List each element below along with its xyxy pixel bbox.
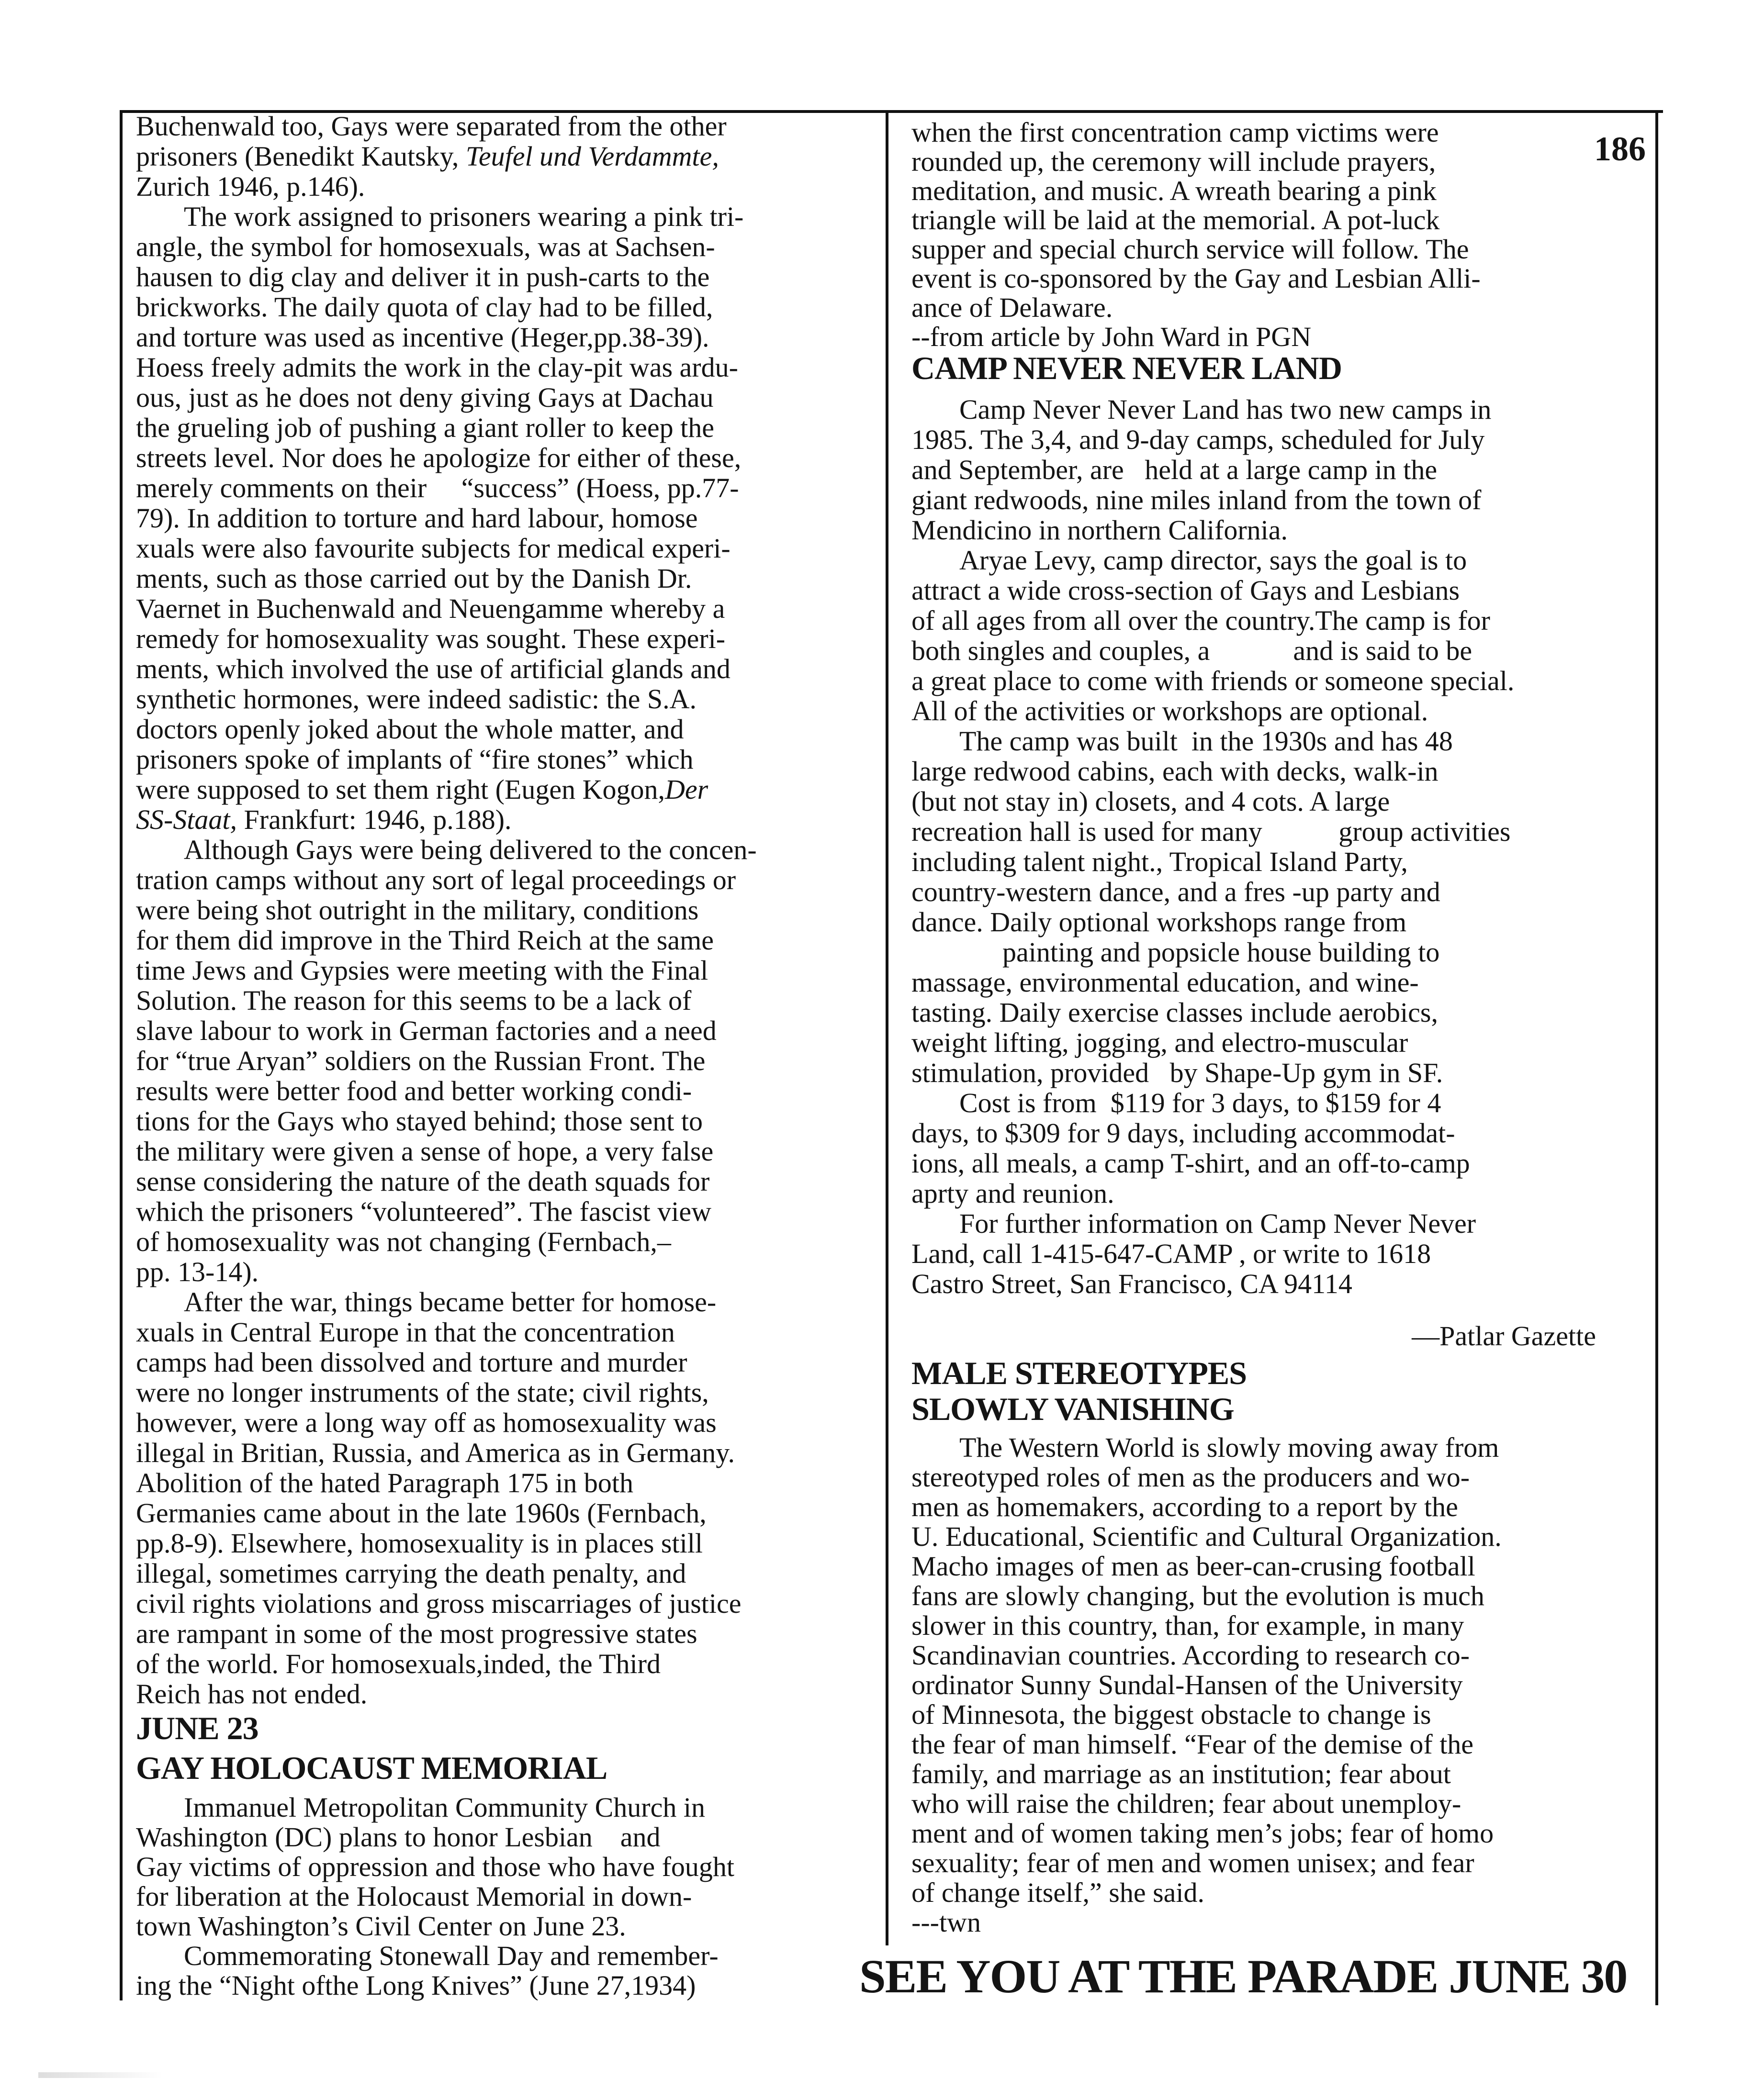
text-line: ions, all meals, a camp T-shirt, and an off-to-camp (911, 1148, 1470, 1179)
text-line: town Washington’s Civil Center on June 23. (136, 1910, 626, 1942)
memorial-article-continued (911, 118, 1481, 351)
text-line: for liberation at the Holocaust Memorial in down- (136, 1881, 692, 1912)
text-line: Solution. The reason for this seems to be a lack of (136, 985, 692, 1016)
text-line: The work assigned to prisoners wearing a pink tri- (184, 201, 744, 232)
text-line: The camp was built in the 1930s and has 48 (959, 726, 1453, 757)
text-line: After the war, things became better for homose- (184, 1286, 717, 1318)
parade-banner: SEE YOU AT THE PARADE JUNE 30 (859, 1950, 1627, 2003)
text-line: Land, call 1-415-647-CAMP , or write to 1618 (911, 1238, 1431, 1269)
text-line: Although Gays were being delivered to the concen- (184, 834, 757, 865)
text-line: results were better food and better working condi- (136, 1075, 692, 1106)
text-line: stereotyped roles of men as the producers and wo- (911, 1462, 1470, 1493)
text-line: however, were a long way off as homosexuality was (136, 1407, 717, 1438)
text-line: Buchenwald too, Gays were separated from the other (136, 111, 727, 142)
text-line: Scandinavian countries. According to research co- (911, 1640, 1470, 1671)
text-line: Immanuel Metropolitan Community Church in (184, 1792, 705, 1823)
text-line: supper and special church service will follow. The (911, 234, 1469, 265)
text-line: (but not stay in) closets, and 4 cots. A large (911, 786, 1390, 817)
text-line: 1985. The 3,4, and 9-day camps, scheduled for July (911, 424, 1485, 455)
text-line: massage, environmental education, and wine- (911, 967, 1419, 998)
text-line: tasting. Daily exercise classes include aerobics, (911, 997, 1438, 1028)
text-line: synthetic hormones, were indeed sadistic: the S.A. (136, 683, 697, 715)
text-line: of Minnesota, the biggest obstacle to change is (911, 1699, 1431, 1730)
text-line: Zurich 1946, p.146). (136, 171, 365, 202)
text-line: days, to $309 for 9 days, including accommodat- (911, 1117, 1455, 1149)
text-line: for them did improve in the Third Reich at the same (136, 925, 714, 956)
text-line: prisoners (Benedikt Kautsky, Teufel und Verdammte, (136, 141, 719, 172)
text-line: ments, which involved the use of artificial glands and (136, 653, 731, 684)
text-line: For further information on Camp Never Never (959, 1208, 1476, 1239)
memorial-article-body (136, 1793, 734, 2000)
text-line: merely comments on their “success” (Hoess, pp.77- (136, 472, 739, 503)
text-line: the military were given a sense of hope, a very false (136, 1136, 714, 1167)
text-line: including talent night., Tropical Island Party, (911, 846, 1408, 877)
text-line: Aryae Levy, camp director, says the goal is to (959, 545, 1467, 576)
text-line: of change itself,” she said. (911, 1877, 1205, 1908)
text-line: recreation hall is used for many group activities (911, 816, 1511, 847)
text-line: weight lifting, jogging, and electro-muscular (911, 1027, 1408, 1058)
text-line: for “true Aryan” soldiers on the Russian Front. The (136, 1045, 706, 1076)
text-line: Commemorating Stonewall Day and remember- (184, 1940, 719, 1971)
column-divider (886, 110, 888, 1945)
text-line: brickworks. The daily quota of clay had to be filled, (136, 291, 713, 323)
text-line: civil rights violations and gross miscarriages of justice (136, 1588, 742, 1619)
text-line: fans are slowly changing, but the evolution is much (911, 1580, 1484, 1611)
text-line: illegal in Britian, Russia, and America as in Germany. (136, 1437, 735, 1468)
text-line: family, and marriage as an institution; fear about (911, 1758, 1451, 1789)
text-line: sexuality; fear of men and women unisex; and fear (911, 1847, 1474, 1878)
stereotypes-article-body (911, 1433, 1502, 1937)
text-line: All of the activities or workshops are optional. (911, 695, 1428, 726)
text-line: Washington (DC) plans to honor Lesbian and (136, 1821, 661, 1853)
text-line: who will raise the children; fear about unemploy- (911, 1788, 1461, 1819)
text-line: tions for the Gays who stayed behind; those sent to (136, 1106, 703, 1137)
text-line: are rampant in some of the most progressive states (136, 1618, 697, 1649)
text-line: both singles and couples, a and is said to be (911, 635, 1472, 666)
text-line: the grueling job of pushing a giant roller to keep the (136, 412, 715, 443)
left-article-body (136, 111, 757, 1709)
text-line: attract a wide cross-section of Gays and Lesbians (911, 575, 1460, 606)
text-line: 79). In addition to torture and hard labour, homose (136, 503, 698, 534)
text-line: Mendicino in northern California. (911, 514, 1288, 546)
text-line: were no longer instruments of the state; civil rights, (136, 1377, 709, 1408)
text-line: Gay victims of oppression and those who have fought (136, 1851, 735, 1882)
page-number: 186 (1594, 130, 1646, 168)
heading-slowly-vanishing: SLOWLY VANISHING (911, 1391, 1234, 1427)
text-line: meditation, and music. A wreath bearing a pink (911, 175, 1437, 206)
text-line: prisoners spoke of implants of “fire stones” which (136, 744, 694, 775)
text-line: camps had been dissolved and torture and murder (136, 1347, 687, 1378)
text-line: and torture was used as incentive (Heger,pp.38-39). (136, 322, 709, 353)
text-line: streets level. Nor does he apologize for either of these, (136, 442, 742, 473)
text-line: illegal, sometimes carrying the death penalty, and (136, 1558, 686, 1589)
text-line: tration camps without any sort of legal proceedings or (136, 864, 736, 895)
text-line: sense considering the nature of the death squads for (136, 1166, 710, 1197)
text-line: which the prisoners “volunteered”. The fascist view (136, 1196, 712, 1227)
text-line: ments, such as those carried out by the Danish Dr. (136, 563, 692, 594)
text-line: event is co-sponsored by the Gay and Lesbian Alli- (911, 263, 1481, 294)
text-line: were being shot outright in the military, conditions (136, 894, 699, 926)
text-line: slower in this country, than, for example, in many (911, 1610, 1464, 1641)
text-line: giant redwoods, nine miles inland from the town of (911, 484, 1482, 515)
text-line: the fear of man himself. “Fear of the demise of the (911, 1729, 1474, 1760)
text-line: Hoess freely admits the work in the clay-pit was ardu- (136, 352, 738, 383)
text-line: slave labour to work in German factories and a need (136, 1015, 717, 1046)
right-border (1655, 110, 1658, 2005)
text-line: ing the “Night ofthe Long Knives” (June 27,1934) (136, 1970, 696, 2001)
text-line: Reich has not ended. (136, 1678, 368, 1709)
text-line: Macho images of men as beer-can-crusing football (911, 1551, 1475, 1582)
text-line: rounded up, the ceremony will include prayers, (911, 146, 1436, 177)
text-line: ment and of women taking men’s jobs; fear of homo (911, 1818, 1494, 1849)
text-line: time Jews and Gypsies were meeting with the Final (136, 955, 708, 986)
text-line: ordinator Sunny Sundal-Hansen of the University (911, 1669, 1463, 1700)
text-line: of homosexuality was not changing (Fernbach,– (136, 1226, 671, 1257)
text-line: were supposed to set them right (Eugen Kogon,Der (136, 774, 708, 805)
text-line: pp.8-9). Elsewhere, homosexuality is in places still (136, 1528, 703, 1559)
text-line: stimulation, provided by Shape-Up gym in SF. (911, 1057, 1443, 1088)
text-line: large redwood cabins, each with decks, walk-in (911, 756, 1439, 787)
left-border (120, 110, 123, 2000)
text-line: men as homemakers, according to a report by the (911, 1491, 1458, 1522)
camp-article-body (911, 394, 1514, 1299)
text-line: a great place to come with friends or someone special. (911, 665, 1515, 696)
text-line: Germanies came about in the late 1960s (Fernbach, (136, 1497, 707, 1529)
text-line: --from article by John Ward in PGN (911, 321, 1312, 352)
text-line: ous, just as he does not deny giving Gays at Dachau (136, 382, 714, 413)
text-line: angle, the symbol for homosexuals, was at Sachsen- (136, 231, 715, 262)
text-line: and September, are held at a large camp in the (911, 454, 1438, 485)
text-line: of the world. For homosexuals,inded, the Third (136, 1648, 661, 1679)
text-line: painting and popsicle house building to (1002, 937, 1440, 968)
text-line: when the first concentration camp victims were (911, 117, 1439, 148)
text-line: Castro Street, San Francisco, CA 94114 (911, 1268, 1352, 1299)
source-credit: —Patlar Gazette (1412, 1320, 1596, 1352)
text-line: of all ages from all over the country.The camp is for (911, 605, 1490, 636)
text-line: country-western dance, and a fres -up party and (911, 876, 1440, 907)
text-line: xuals in Central Europe in that the concentration (136, 1317, 675, 1348)
text-line: ance of Delaware. (911, 292, 1113, 323)
text-line: pp. 13-14). (136, 1256, 259, 1287)
text-line: Cost is from $119 for 3 days, to $159 for 4 (959, 1087, 1441, 1118)
text-line: ---twn (911, 1907, 981, 1938)
text-line: The Western World is slowly moving away from (959, 1432, 1499, 1463)
text-line: triangle will be laid at the memorial. A pot-luck (911, 204, 1440, 235)
heading-june-23: JUNE 23 (136, 1710, 258, 1746)
text-line: xuals were also favourite subjects for medical experi- (136, 533, 731, 564)
text-line: Abolition of the hated Paragraph 175 in both (136, 1467, 633, 1498)
heading-camp-never-never-land: CAMP NEVER NEVER LAND (911, 350, 1342, 386)
text-line: doctors openly joked about the whole matter, and (136, 714, 684, 745)
heading-gay-holocaust-memorial: GAY HOLOCAUST MEMORIAL (136, 1750, 607, 1786)
text-line: dance. Daily optional workshops range from (911, 906, 1407, 938)
text-line: remedy for homosexuality was sought. These experi- (136, 623, 726, 654)
text-line: hausen to dig clay and deliver it in push-carts to the (136, 261, 710, 292)
scan-shadow (38, 2072, 163, 2078)
text-line: Vaernet in Buchenwald and Neuengamme whereby a (136, 593, 725, 624)
heading-male-stereotypes: MALE STEREOTYPES (911, 1355, 1247, 1391)
text-line: Camp Never Never Land has two new camps in (959, 394, 1492, 425)
text-line: aprty and reunion. (911, 1178, 1114, 1209)
text-line: U. Educational, Scientific and Cultural Organization. (911, 1521, 1502, 1552)
text-line: SS-Staat, Frankfurt: 1946, p.188). (136, 804, 512, 835)
